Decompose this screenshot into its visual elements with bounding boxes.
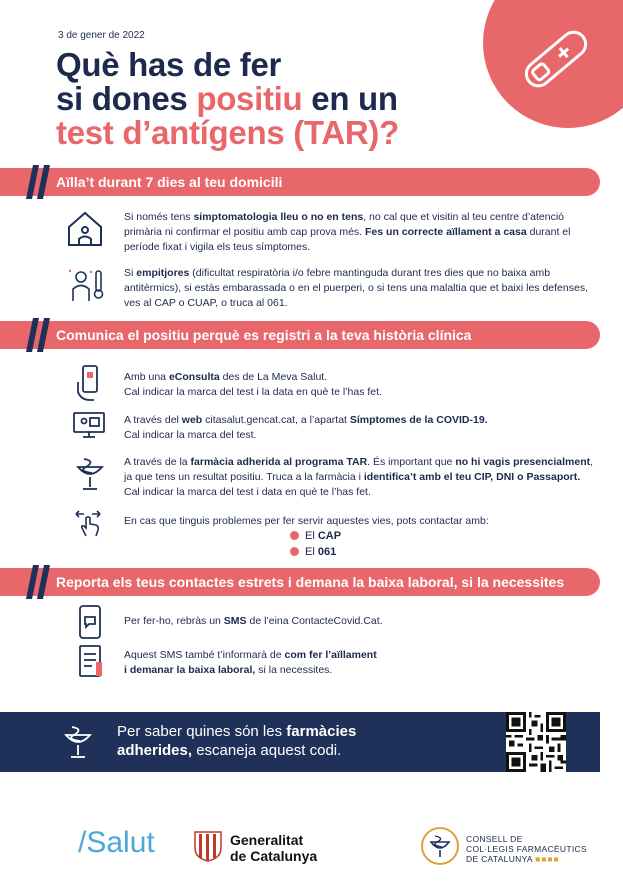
double-slash-icon <box>26 318 50 352</box>
leave-info: Aquest SMS també t’informarà de com fer l’aïllament i demanar la baixa laboral, si la necessites. <box>124 649 377 676</box>
consell-logo-text: CONSELL DE COL·LEGIS FARMACÈUTICS DE CATALUNYA ■■■■ <box>466 834 587 864</box>
antigen-test-icon <box>511 14 601 104</box>
publication-date: 3 de gener de 2022 <box>58 30 145 41</box>
list-item: El CAP <box>290 530 341 542</box>
sms-phone-icon <box>78 604 102 640</box>
qr-code[interactable] <box>506 712 566 772</box>
pharmacy-icon <box>62 723 94 761</box>
generalitat-emblem-icon <box>193 830 223 862</box>
page-title: Què has de fer si dones positiu en un test d’antígens (TAR)? <box>56 46 399 151</box>
isolation-info: Si només tens simptomatologia lleu o no en tens, no cal que et visitin al teu centre d’atenció primària ni confirmar el positiu amb cap prova més. Fes un correcte aïllament a casa durant el període fixat i vigila els teus símptomes. <box>124 211 571 253</box>
generalitat-logo-text: Generalitat de Catalunya <box>230 832 318 864</box>
pharmacy-info: A través de la farmàcia adherida al programa TAR. És important que no hi vagis presencialment, ja que tens un resultat positiu. Truca a la farmàcia i identifica’t amb el teu CIP, DNI o Passaport. Cal indicar la marca del test i data en què te l’has fet. <box>124 456 594 498</box>
contact-info: En cas que tinguis problemes per fer servir aquestes vies, pots contactar amb: <box>124 515 489 527</box>
worsening-info: Si empitjores (dificultat respiratòria i/o febre mantinguda durant tres dies que no baixa amb antitèrmics), si estàs embarassada o en el puerperi, o si tens una malaltia que et baixi les defenses, ves al CAP o CUAP, o truca al 061. <box>124 267 588 309</box>
document-form-icon <box>76 644 106 680</box>
salut-logo: /Salut <box>78 826 155 859</box>
sms-info: Per fer-ho, rebràs un SMS de l’eina ContacteCovid.Cat. <box>124 615 383 627</box>
house-person-icon <box>66 210 104 248</box>
bullet-dot <box>290 531 299 540</box>
econsulta-info: Amb una eConsulta des de La Meva Salut. Cal indicar la marca del test i la data en què te l’has fet. <box>124 371 382 398</box>
tap-gesture-icon <box>74 508 104 538</box>
bullet-dot <box>290 547 299 556</box>
consell-farmaceutics-emblem-icon <box>420 826 460 866</box>
list-item: El 061 <box>290 546 336 558</box>
mobile-hand-icon <box>76 364 102 402</box>
pharmacy-icon <box>74 455 106 493</box>
double-slash-icon <box>26 165 50 199</box>
double-slash-icon <box>26 565 50 599</box>
section-heading-contacts: Reporta els teus contactes estrets i demana la baixa laboral, si la necessites <box>0 568 600 596</box>
sick-person-thermometer-icon <box>64 267 106 303</box>
section-heading-report: Comunica el positiu perquè es registri a la teva història clínica <box>0 321 600 349</box>
pharmacies-banner-text: Per saber quines són les farmàcies adherides, escaneja aquest codi. <box>117 723 357 759</box>
web-info: A través del web citasalut.gencat.cat, a l’apartat Símptomes de la COVID-19. Cal indicar la marca del test. <box>124 414 488 441</box>
computer-web-icon <box>72 411 106 439</box>
section-heading-isolate: Aïlla’t durant 7 dies al teu domicili <box>0 168 600 196</box>
